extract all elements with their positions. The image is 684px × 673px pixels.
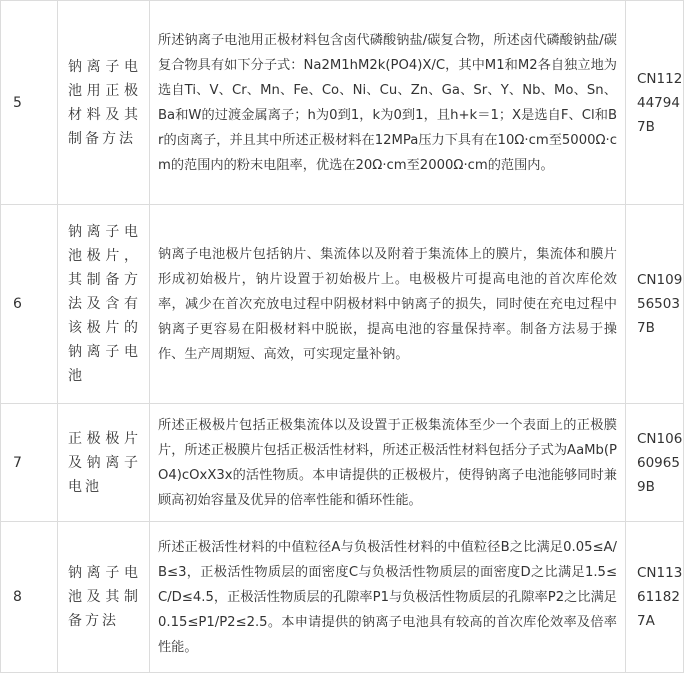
patent-name: 钠离子电池用正极材料及其制备方法 (68, 58, 141, 147)
row-number: 5 (13, 94, 22, 111)
patent-description-cell (150, 404, 625, 521)
patent-number-cell (626, 404, 683, 521)
patent-number: CN109565037B (637, 272, 683, 336)
table-row (1, 1, 57, 204)
patent-number: CN112447947B (637, 70, 683, 135)
table-row (1, 205, 57, 403)
row-number: 7 (13, 454, 22, 471)
patent-description: 所述正极极片包括正极集流体以及设置于正极集流体至少一个表面上的正极膜片，所述正极膜片包括正极活性材料，所述正极活性材料包括分子式为AaMb(PO4)cOxX3x的活性物质。本申请提供的正极极片，使得钠离子电池能够同时兼顾高初始容量及优异的倍率性能和循环性能。 (158, 417, 617, 508)
patent-number: CN106609659B (637, 430, 683, 495)
patent-description-cell (150, 1, 625, 204)
table-row (1, 404, 57, 521)
table-row (1, 522, 57, 672)
patent-description-cell (150, 522, 625, 672)
patent-description: 钠离子电池极片包括钠片、集流体以及附着于集流体上的膜片，集流体和膜片形成初始极片，钠片设置于初始极片上。电极极片可提高电池的首次库伦效率，减少在首次充放电过程中阴极材料中钠离子的损失，同时使在充电过程中钠离子更容易在阳极材料中脱嵌，提高电池的容量保持率。制备方法易于操作、生产周期短、高效，可实现定量补钠。 (158, 246, 617, 362)
patent-number-cell (626, 1, 683, 204)
patent-name-cell (58, 205, 149, 403)
row-number: 6 (13, 296, 22, 312)
patent-description: 所述钠离子电池用正极材料包含卤代磷酸钠盐/碳复合物，所述卤代磷酸钠盐/碳复合物具有如下分子式：Na2M1hM2k(PO4)X/C，其中M1和M2各自独立地为选自Ti、V、Cr、Mn、Fe、Co、Ni、Cu、Zn、Ga、Sr、Y、Nb、Mo、Sn、Ba和W的过渡金属离子；h为0到1，k为0到1，且h+k＝1；X是选自F、Cl和Br的卤离子，并且其中所述正极材料在12MPa压力下具有在10Ω·cm至5000Ω·cm的范围内的粉末电阻率，优选在20Ω·cm至2000Ω·cm的范围内。 (158, 32, 617, 173)
patent-name: 钠离子电池及其制备方法 (68, 565, 141, 629)
patent-name-cell (58, 522, 149, 672)
patent-name-cell (58, 1, 149, 204)
patent-name: 正极极片及钠离子电池 (68, 430, 141, 495)
row-number: 8 (13, 589, 22, 605)
patent-number-cell (626, 522, 683, 672)
patent-number: CN113611827A (637, 565, 683, 629)
patent-description-cell (150, 205, 625, 403)
patent-number-cell (626, 205, 683, 403)
patent-name-cell (58, 404, 149, 521)
patent-description: 所述正极活性材料的中值粒径A与负极活性材料的中值粒径B之比满足0.05≤A/B≤3，正极活性物质层的面密度C与负极活性物质层的面密度D之比满足1.5≤C/D≤4.5，正极活性物质层的孔隙率P1与负极活性物质层的孔隙率P2之比满足0.15≤P1/P2≤2.5。本申请提供的钠离子电池具有较高的首次库伦效率及倍率性能。 (158, 539, 617, 655)
patent-name: 钠离子电池极片，其制备方法及含有该极片的钠离子电池 (68, 224, 141, 384)
